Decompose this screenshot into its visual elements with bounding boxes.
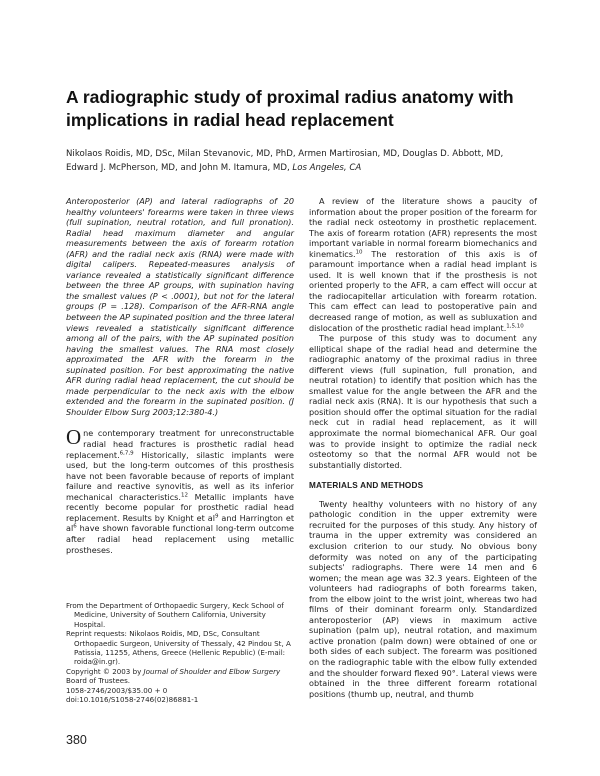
- reprint-note: Reprint requests: Nikolaos Roidis, MD, DSc, Consultant Orthopaedic Surgeon, University of Thessaly, 42 Pindou St, A Patissia, 11255, Athens, Greece (Hellenic Republic) (E-mail: roida@in.gr).: [66, 629, 291, 667]
- author-location: Los Angeles, CA: [292, 163, 362, 173]
- purpose-paragraph: The purpose of this study was to document any elliptical shape of the radial head and determine the radiographic anatomy of the proximal radius in three different views (full supination, full pronation, and neutral rotation) to identify that position which has the smallest value for the angle between the AFR and the radial neck axis (RNA). It is our hypothesis that such a position should offer the optimal situation for the radial neck cut in radial head replacement, as it will approximate the normal biomechanical AFR. Our goal was to provide insight to optimize the radial neck osteotomy so that the normal AFR would not be substantially distorted.: [309, 333, 537, 470]
- literature-paragraph: [309, 196, 537, 333]
- drop-cap: O: [66, 425, 82, 450]
- citation: 6,7,9: [119, 449, 134, 456]
- copyright-prefix: Copyright © 2003 by: [66, 666, 144, 676]
- citation: 12: [180, 492, 188, 499]
- author-names: Nikolaos Roidis, MD, DSc, Milan Stevanovic, MD, PhD, Armen Martirosian, MD, Douglas D. Abbott, MD, Edward J. McPherson, MD, and John M. Itamura, MD,: [66, 149, 504, 173]
- citation: 6: [73, 523, 77, 530]
- section-heading: MATERIALS AND METHODS: [309, 481, 424, 491]
- para-text: A review of the literature shows a paucity of information about the proper position of the forearm for the radial neck osteotomy in prosthetic replacement. The axis of forearm rotation (AFR) represents the most important variable in normal forearm biomechanics and kinematics.: [309, 196, 537, 259]
- intro-text-2: Historically, silastic implants were used, but the long-term outcomes of this prosthesis have not been favorable because of reports of implant failure and reactive synovitis, as well as its inferior mechanical characteristics.: [66, 449, 294, 502]
- intro-text-5: have shown favorable functional long-term outcome after radial head replacement using metallic prostheses.: [66, 523, 294, 555]
- article-title: A radiographic study of proximal radius anatomy with implications in radial head replacement: [66, 87, 514, 130]
- intro-text-3: Metallic implants have recently become popular for prosthetic radial head replacement. Results by Knight et al: [66, 491, 294, 523]
- page-number: 380: [66, 733, 87, 747]
- citation: 9: [214, 513, 219, 520]
- author-list: [66, 147, 536, 175]
- copyright-note: [66, 667, 294, 686]
- intro-text-1: ne contemporary treatment for unreconstructable radial head fractures is prosthetic radial head replacement.: [66, 428, 294, 460]
- issn-note: 1058-2746/2003/$35.00 + 0: [66, 685, 168, 695]
- copyright-suffix: Board of Trustees.: [66, 676, 131, 686]
- intro-paragraph: [66, 425, 294, 555]
- methods-paragraph: Twenty healthy volunteers with no history of any pathologic condition in the upper extremity were recruited for the purposes of this study. Any history of trauma in the upper extremity was considered an exclusion criterion to our study. No obvious bony deformity was noted on any of the participating subjects' radiographs. There were 14 men and 6 women; the mean age was 32.3 years. Eighteen of the volunteers had radiographs of both forearms taken, from the elbow joint to the wrist joint, whereas two had films of their dominant forearm only. Standardized anteroposterior (AP) views in maximum active supination (palm up), neutral rotation, and maximum active pronation (palm down) were obtained of one or both sides of each subject. The forearm was positioned on the radiographic table with the elbow fully extended and the shoulder forward flexed 90°. Lateral views were obtained in the three different forearm rotational positions (thumb up, neutral, and thumb: [309, 498, 537, 699]
- left-column: [66, 196, 294, 563]
- footnotes: [66, 601, 294, 704]
- abstract: Anteroposterior (AP) and lateral radiographs of 20 healthy volunteers' forearms were taken in three views (full supination, neutral rotation, and full pronation). Radial head maximum diameter and angular measurements between the axis of forearm rotation (AFR) and the radial neck axis (RNA) were made with digital calipers. Repeated-measures analysis of variance revealed a statistically significant difference between the three AP groups, with supination having the smallest values (P < .0001), but not for the lateral groups (P = .128). Comparison of the AFR-RNA angle between the AP supinated position and the three lateral views revealed a statistically significant difference among all of the pairs, with the AP supinated position having the smallest values. The RNA most closely approximated the AFR with the forearm in the supinated position. For best approximating the native AFR during radial head replacement, the cut should be made perpendicular to the neck axis with the elbow extended and the forearm in the supinated position. (J Shoulder Elbow Surg 2003;12:380-4.): [66, 196, 294, 417]
- para-text: The restoration of this axis is of paramount importance when a radial head implant is used. It is well known that if the prosthesis is not oriented properly to the AFR, a cam effect will occur at the radiocapitellar articulation with forearm rotation. This cam effect can lead to postoperative pain and decreased range of motion, as well as subluxation and dislocation of the prosthetic radial head implant.: [309, 248, 537, 333]
- journal-name: Journal of Shoulder and Elbow Surgery: [143, 666, 281, 676]
- doi-note: doi:10.1016/S1058-2746(02)86881-1: [66, 695, 199, 705]
- right-column: [309, 196, 537, 699]
- citation: 10: [355, 249, 363, 256]
- affiliation-note: From the Department of Orthopaedic Surgery, Keck School of Medicine, University of Southern California, University Hospital.: [66, 601, 284, 629]
- citation: 1,5,10: [506, 322, 524, 329]
- intro-text-4: and Harrington et al: [66, 512, 294, 534]
